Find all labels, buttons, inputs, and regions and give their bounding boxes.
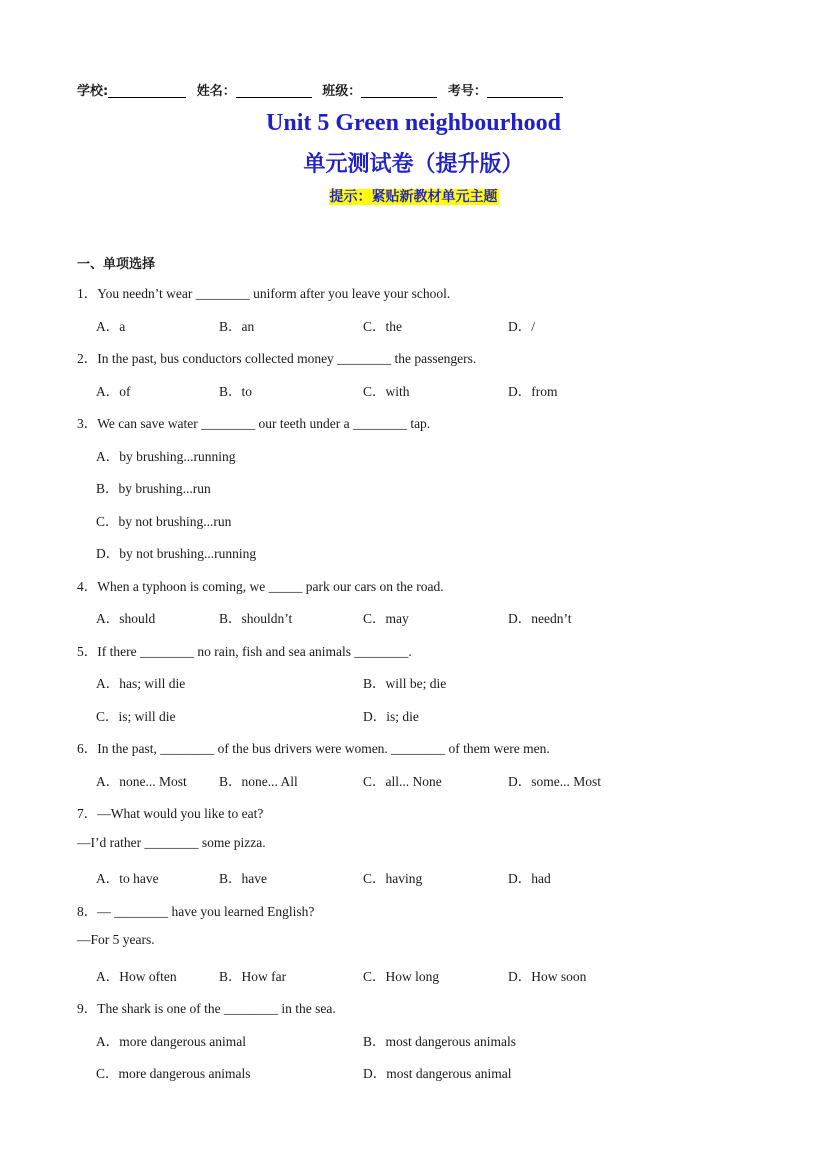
question-2-stem: 2．In the past, bus conductors collected money ________ the passengers.	[77, 351, 477, 366]
q6-option-b[interactable]: B．none... All	[219, 774, 298, 789]
q2-option-d[interactable]: D．from	[508, 384, 558, 399]
q1-option-d[interactable]: D．/	[508, 319, 535, 334]
q5-option-a[interactable]: A．has; will die	[96, 676, 186, 691]
q3-option-d[interactable]: D．by not brushing...running	[96, 546, 257, 561]
q8-option-c[interactable]: C．How long	[363, 969, 440, 984]
exam-no-label: 考号：	[447, 84, 487, 99]
question-8-response: —For 5 years.	[77, 932, 155, 947]
question-5-stem: 5．If there ________ no rain, fish and sea animals ________.	[77, 644, 412, 659]
hint-banner	[0, 186, 827, 206]
q5-option-c[interactable]: C．is; will die	[96, 709, 176, 724]
q7-option-b[interactable]: B．have	[219, 871, 267, 886]
school-label: 学校:	[77, 84, 109, 99]
q4-option-a[interactable]: A．should	[96, 611, 156, 626]
question-4-stem: 4．When a typhoon is coming, we _____ park our cars on the road.	[77, 579, 444, 594]
question-8-stem: 8．— ________ have you learned English?	[77, 904, 315, 919]
q3-option-b[interactable]: B．by brushing...run	[96, 481, 211, 496]
q7-option-c[interactable]: C．having	[363, 871, 423, 886]
question-3-stem: 3．We can save water ________ our teeth under a ________ tap.	[77, 416, 431, 431]
q6-option-d[interactable]: D．some... Most	[508, 774, 602, 789]
question-1-stem: 1．You needn’t wear ________ uniform after you leave your school.	[77, 286, 451, 301]
question-7-response: —I’d rather ________ some pizza.	[77, 835, 266, 850]
class-label: 班级：	[322, 84, 362, 99]
q2-option-c[interactable]: C．with	[363, 384, 410, 399]
name-blank	[236, 83, 312, 98]
q3-option-a[interactable]: A．by brushing...running	[96, 449, 236, 464]
q6-option-a[interactable]: A．none... Most	[96, 774, 187, 789]
section-title: 一、单项选择	[77, 257, 156, 272]
class-blank	[361, 83, 437, 98]
q3-option-c[interactable]: C．by not brushing...run	[96, 514, 232, 529]
q2-option-a[interactable]: A．of	[96, 384, 131, 399]
q4-option-c[interactable]: C．may	[363, 611, 409, 626]
q8-option-d[interactable]: D．How soon	[508, 969, 587, 984]
q8-option-a[interactable]: A．How often	[96, 969, 177, 984]
q9-option-c[interactable]: C．more dangerous animals	[96, 1066, 251, 1081]
q7-option-d[interactable]: D．had	[508, 871, 551, 886]
q1-option-c[interactable]: C．the	[363, 319, 402, 334]
question-9-stem: 9．The shark is one of the ________ in the sea.	[77, 1001, 336, 1016]
q9-option-a[interactable]: A．more dangerous animal	[96, 1034, 246, 1049]
question-6-stem: 6．In the past, ________ of the bus drivers were women. ________ of them were men.	[77, 741, 550, 756]
hint-text: 提示：紧贴新教材单元主题	[329, 189, 498, 205]
q6-option-c[interactable]: C．all... None	[363, 774, 442, 789]
q5-option-b[interactable]: B．will be; die	[363, 676, 447, 691]
q2-option-b[interactable]: B．to	[219, 384, 253, 399]
q4-option-b[interactable]: B．shouldn’t	[219, 611, 293, 626]
q9-option-d[interactable]: D．most dangerous animal	[363, 1066, 512, 1081]
school-blank	[108, 83, 186, 98]
q4-option-d[interactable]: D．needn’t	[508, 611, 572, 626]
q8-option-b[interactable]: B．How far	[219, 969, 287, 984]
question-7-stem: 7．—What would you like to eat?	[77, 806, 264, 821]
q9-option-b[interactable]: B．most dangerous animals	[363, 1034, 516, 1049]
q1-option-b[interactable]: B．an	[219, 319, 255, 334]
q7-option-a[interactable]: A．to have	[96, 871, 159, 886]
test-title: 单元测试卷（提升版）	[303, 152, 524, 177]
header-info-line	[77, 80, 569, 99]
unit-title: Unit 5 Green neighbourhood	[266, 110, 561, 136]
q5-option-d[interactable]: D．is; die	[363, 709, 419, 724]
name-label: 姓名：	[196, 84, 236, 99]
exam-no-blank	[487, 83, 563, 98]
q1-option-a[interactable]: A．a	[96, 319, 126, 334]
